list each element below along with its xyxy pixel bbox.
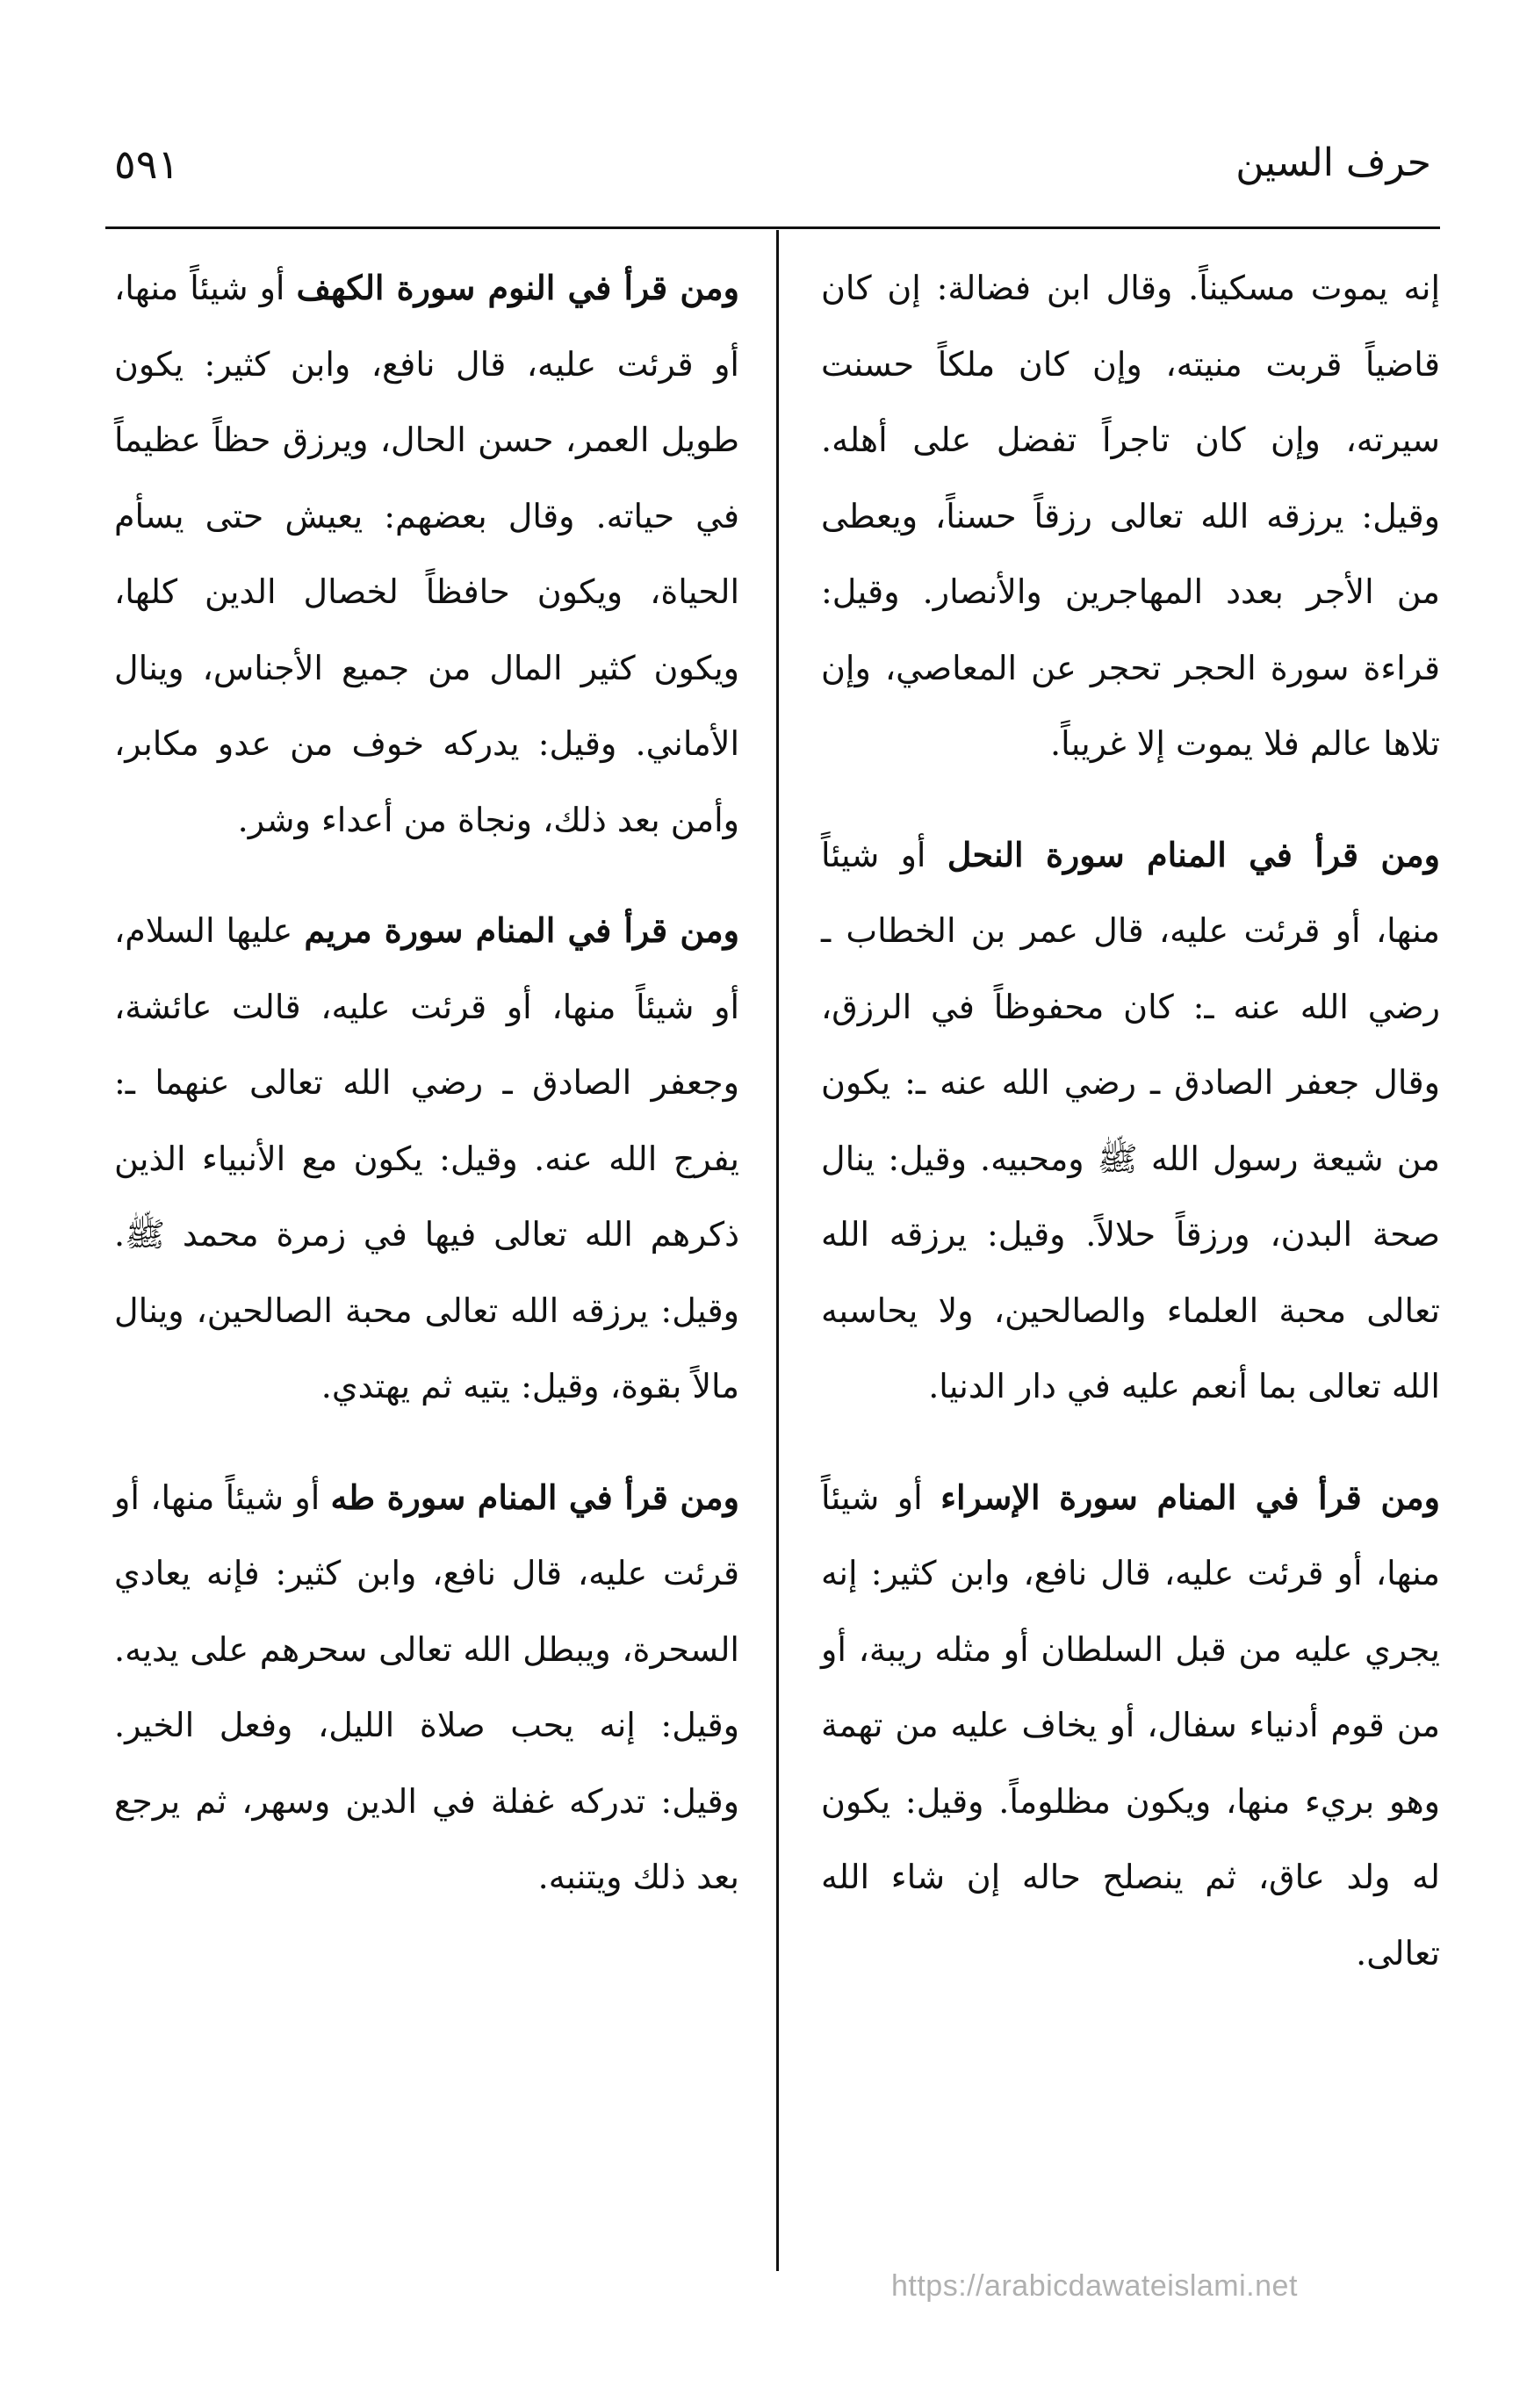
paragraph bbox=[114, 250, 739, 858]
paragraph bbox=[821, 817, 1440, 1425]
left-column bbox=[114, 250, 739, 1916]
paragraph-lead: ومن قرأ في المنام سورة النحل bbox=[947, 834, 1441, 874]
column-divider bbox=[776, 230, 779, 2271]
header-rule bbox=[105, 226, 1440, 229]
page-header bbox=[105, 132, 1440, 211]
right-column bbox=[821, 250, 1440, 1991]
paragraph bbox=[114, 1460, 739, 1916]
section-title: حرف السين bbox=[1235, 140, 1431, 185]
paragraph bbox=[821, 1460, 1440, 1992]
paragraph-lead: ومن قرأ في المنام سورة طه bbox=[330, 1477, 739, 1517]
paragraph-text: أو شيئاً منها، أو قرئت عليه، قال نافع، وابن كثير: يكون طويل العمر، حسن الحال، ويرزق حظاً عظيماً في حياته. وقال بعضهم: يعيش حتى يسأم الحياة، ويكون حافظاً لخصال الدين كلها، ويكون كثير المال من جميع الأجناس، وينال الأماني. وقيل: يدركه خوف من عدو مكابر، وأمن بعد ذلك، ونجاة من أعداء وشر. bbox=[114, 269, 739, 839]
paragraph-text: عليها السلام، أو شيئاً منها، أو قرئت عليه، قالت عائشة، وجعفر الصادق ـ رضي الله تعالى عنهما ـ: يفرج الله عنه. وقيل: يكون مع الأنبياء الذين ذكرهم الله تعالى فيها في زمرة محمد ﷺ. وقيل: يرزقه الله تعالى محبة الصالحين، وينال مالاً بقوة، وقيل: يتيه ثم يهتدي. bbox=[114, 911, 739, 1405]
paragraph-lead: ومن قرأ في المنام سورة الإسراء bbox=[940, 1477, 1440, 1517]
paragraph bbox=[114, 893, 739, 1425]
paragraph-text: أو شيئاً منها، أو قرئت عليه، قال نافع، وابن كثير: فإنه يعادي السحرة، ويبطل الله تعالى سحرهم على يديه. وقيل: إنه يحب صلاة الليل، وفعل الخير. وقيل: تدركه غفلة في الدين وسهر، ثم يرجع بعد ذلك ويتنبه. bbox=[114, 1477, 739, 1896]
paragraph-text: أو شيئاً منها، أو قرئت عليه، قال نافع، وابن كثير: إنه يجري عليه من قبل السلطان أو مثله ريبة، أو من قوم أدنياء سفال، أو يخاف عليه من تهمة وهو بريء منها، ويكون مظلوماً. وقيل: يكون له ولد عاق، ثم ينصلح حاله إن شاء الله تعالى. bbox=[821, 1477, 1440, 1973]
paragraph-text: أو شيئاً منها، أو قرئت عليه، قال عمر بن الخطاب ـ رضي الله عنه ـ: كان محفوظاً في الرزق، وقال جعفر الصادق ـ رضي الله عنه ـ: يكون من شيعة رسول الله ﷺ ومحبيه. وقيل: ينال صحة البدن، ورزقاً حلالاً. وقيل: يرزقه الله تعالى محبة العلماء والصالحين، ولا يحاسبه الله تعالى بما أنعم عليه في دار الدنيا. bbox=[821, 835, 1440, 1405]
paragraph-lead: ومن قرأ في النوم سورة الكهف bbox=[296, 268, 739, 307]
paragraph-lead: ومن قرأ في المنام سورة مريم bbox=[304, 910, 739, 950]
paragraph bbox=[821, 250, 1440, 782]
page-number: ٥٩١ bbox=[114, 140, 180, 188]
watermark-url: https://arabicdawateislami.net bbox=[891, 2269, 1298, 2303]
paragraph-text: إنه يموت مسكيناً. وقال ابن فضالة: إن كان قاضياً قربت منيته، وإن كان ملكاً حسنت سيرته، وإن كان تاجراً تفضل على أهله. وقيل: يرزقه الله تعالى رزقاً حسناً، ويعطى من الأجر بعدد المهاجرين والأنصار. وقيل: قراءة سورة الحجر تحجر عن المعاصي، وإن تلاها عالم فلا يموت إلا غريباً. bbox=[821, 269, 1440, 763]
